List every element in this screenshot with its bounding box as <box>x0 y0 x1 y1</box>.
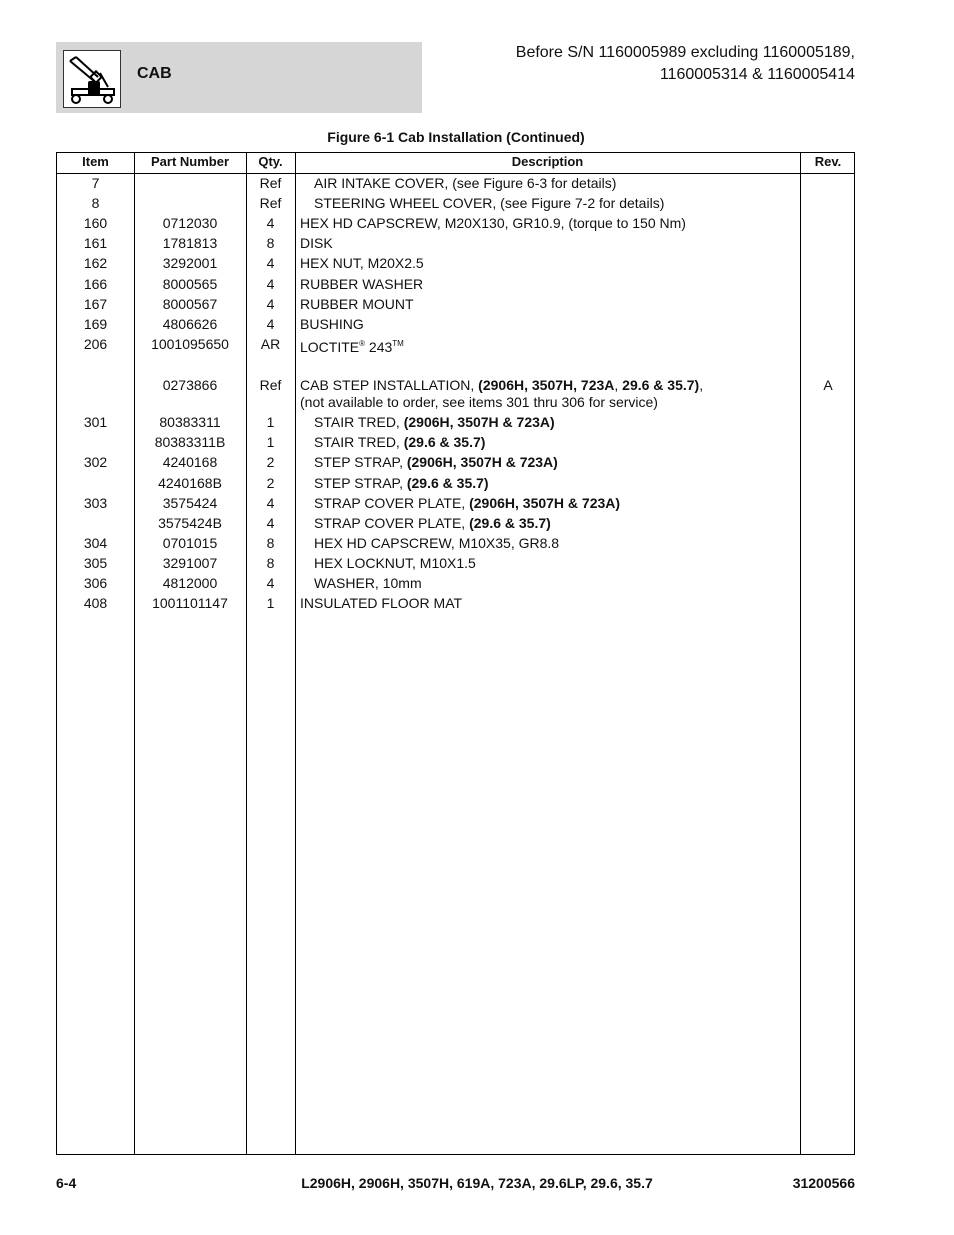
description: RUBBER MOUNT <box>300 296 414 312</box>
description <box>314 433 814 451</box>
item-number: 408 <box>83 595 108 611</box>
item-number: 169 <box>83 316 108 332</box>
description-text-2: 243 <box>365 339 393 355</box>
description: DISK <box>300 235 333 251</box>
registered-mark: ® <box>359 339 366 348</box>
column-header-description: Description <box>511 154 584 169</box>
description <box>314 494 814 512</box>
quantity: 2 <box>266 454 275 470</box>
revision: A <box>823 377 833 393</box>
part-number: 3292001 <box>162 255 218 271</box>
column-header-part-number: Part Number <box>150 154 230 169</box>
parts-table <box>56 152 855 1155</box>
description: HEX LOCKNUT, M10X1.5 <box>314 555 476 571</box>
item-number: 162 <box>83 255 108 271</box>
section-title: CAB <box>137 65 172 82</box>
description: HEX HD CAPSCREW, M10X35, GR8.8 <box>314 535 560 551</box>
part-number: 3575424 <box>162 495 218 511</box>
quantity: Ref <box>259 377 282 393</box>
description-text: STRAP COVER PLATE, <box>314 495 470 511</box>
description: STEERING WHEEL COVER, (see Figure 7-2 for details) <box>314 195 665 211</box>
part-number: 80383311B <box>154 434 226 450</box>
description-tail: , <box>699 377 704 393</box>
description <box>300 376 800 394</box>
quantity: 8 <box>266 555 275 571</box>
model-list: L2906H, 2906H, 3507H, 619A, 723A, 29.6LP, 29.6, 35.7 <box>301 1175 653 1191</box>
column-header-rev: Rev. <box>814 154 842 169</box>
serial-line-1: Before S/N 1160005989 excluding 1160005189, <box>515 44 855 61</box>
description-models: (2906H, 3507H, 723A <box>478 377 615 393</box>
boom-lift-icon <box>63 50 121 108</box>
description-models: (2906H, 3507H & 723A) <box>406 454 558 470</box>
description <box>314 413 814 431</box>
item-number: 305 <box>83 555 108 571</box>
description-text: STEP STRAP, <box>314 454 407 470</box>
part-number: 1001101147 <box>152 595 228 611</box>
part-number: 4812000 <box>162 575 218 591</box>
part-number: 4806626 <box>162 316 218 332</box>
quantity: AR <box>260 336 281 352</box>
description-text: STRAP COVER PLATE, <box>314 515 470 531</box>
column-header-qty: Qty. <box>258 154 283 169</box>
quantity: 2 <box>266 475 275 491</box>
description <box>314 514 814 532</box>
quantity: 4 <box>266 316 275 332</box>
description-models: (2906H, 3507H & 723A) <box>403 414 555 430</box>
part-number: 1781813 <box>162 235 218 251</box>
serial-line-2: 1160005314 & 1160005414 <box>659 66 855 83</box>
quantity: 4 <box>266 515 275 531</box>
quantity: 1 <box>266 414 275 430</box>
part-number: 80383311 <box>159 414 221 430</box>
part-number: 8000567 <box>162 296 218 312</box>
serial-number-note <box>516 42 855 86</box>
item-number: 302 <box>83 454 108 470</box>
column-divider <box>295 153 296 1154</box>
description-text: STAIR TRED, <box>314 434 404 450</box>
description: WASHER, 10mm <box>314 575 422 591</box>
quantity: 4 <box>266 495 275 511</box>
description: INSULATED FLOOR MAT <box>300 595 463 611</box>
quantity: 1 <box>266 434 275 450</box>
description-text: STEP STRAP, <box>314 475 407 491</box>
quantity: Ref <box>259 175 282 191</box>
page-number: 6-4 <box>56 1175 77 1191</box>
quantity: Ref <box>259 195 282 211</box>
column-header-item: Item <box>82 154 109 169</box>
part-number: 0273866 <box>162 377 218 393</box>
description: HEX HD CAPSCREW, M20X130, GR10.9, (torque to 150 Nm) <box>300 215 686 231</box>
item-number: 303 <box>83 495 108 511</box>
quantity: 4 <box>266 575 275 591</box>
part-number: 4240168 <box>162 454 218 470</box>
item-number: 301 <box>83 414 108 430</box>
part-number: 3575424B <box>158 515 222 531</box>
description-note: (not available to order, see items 301 thru 306 for service) <box>300 394 658 410</box>
quantity: 4 <box>266 255 275 271</box>
quantity: 4 <box>266 276 275 292</box>
quantity: 4 <box>266 296 275 312</box>
column-divider <box>800 153 801 1154</box>
quantity: 4 <box>266 215 275 231</box>
description-models-2: 29.6 & 35.7) <box>622 377 700 393</box>
description-text: LOCTITE <box>300 339 360 355</box>
description-sep: , <box>614 377 623 393</box>
item-number: 167 <box>83 296 108 312</box>
part-number: 8000565 <box>162 276 218 292</box>
description <box>314 453 814 471</box>
quantity: 1 <box>266 595 275 611</box>
item-number: 7 <box>91 175 100 191</box>
item-number: 306 <box>83 575 108 591</box>
part-number: 0701015 <box>162 535 218 551</box>
description <box>314 474 814 492</box>
description-text: CAB STEP INSTALLATION, <box>300 377 479 393</box>
item-number: 8 <box>91 195 100 211</box>
trademark: TM <box>392 339 404 348</box>
description-models: (29.6 & 35.7) <box>403 434 486 450</box>
document-number: 31200566 <box>792 1175 855 1191</box>
quantity: 8 <box>266 535 275 551</box>
description: HEX NUT, M20X2.5 <box>300 255 424 271</box>
figure-title: Figure 6-1 Cab Installation (Continued) <box>327 129 585 145</box>
part-number: 3291007 <box>162 555 218 571</box>
description-models: (29.6 & 35.7) <box>469 515 551 531</box>
part-number: 4240168B <box>158 475 222 491</box>
item-number: 160 <box>83 215 108 231</box>
description-models: (2906H, 3507H & 723A) <box>469 495 621 511</box>
part-number: 0712030 <box>162 215 218 231</box>
part-number: 1001095650 <box>151 336 229 352</box>
item-number: 206 <box>83 336 108 352</box>
description: AIR INTAKE COVER, (see Figure 6-3 for details) <box>314 175 617 191</box>
description: RUBBER WASHER <box>300 276 424 292</box>
description <box>300 335 800 356</box>
description-text: STAIR TRED, <box>314 414 404 430</box>
quantity: 8 <box>266 235 275 251</box>
item-number: 161 <box>83 235 108 251</box>
item-number: 304 <box>83 535 108 551</box>
description-models: (29.6 & 35.7) <box>406 475 489 491</box>
item-number: 166 <box>83 276 108 292</box>
description: BUSHING <box>300 316 364 332</box>
